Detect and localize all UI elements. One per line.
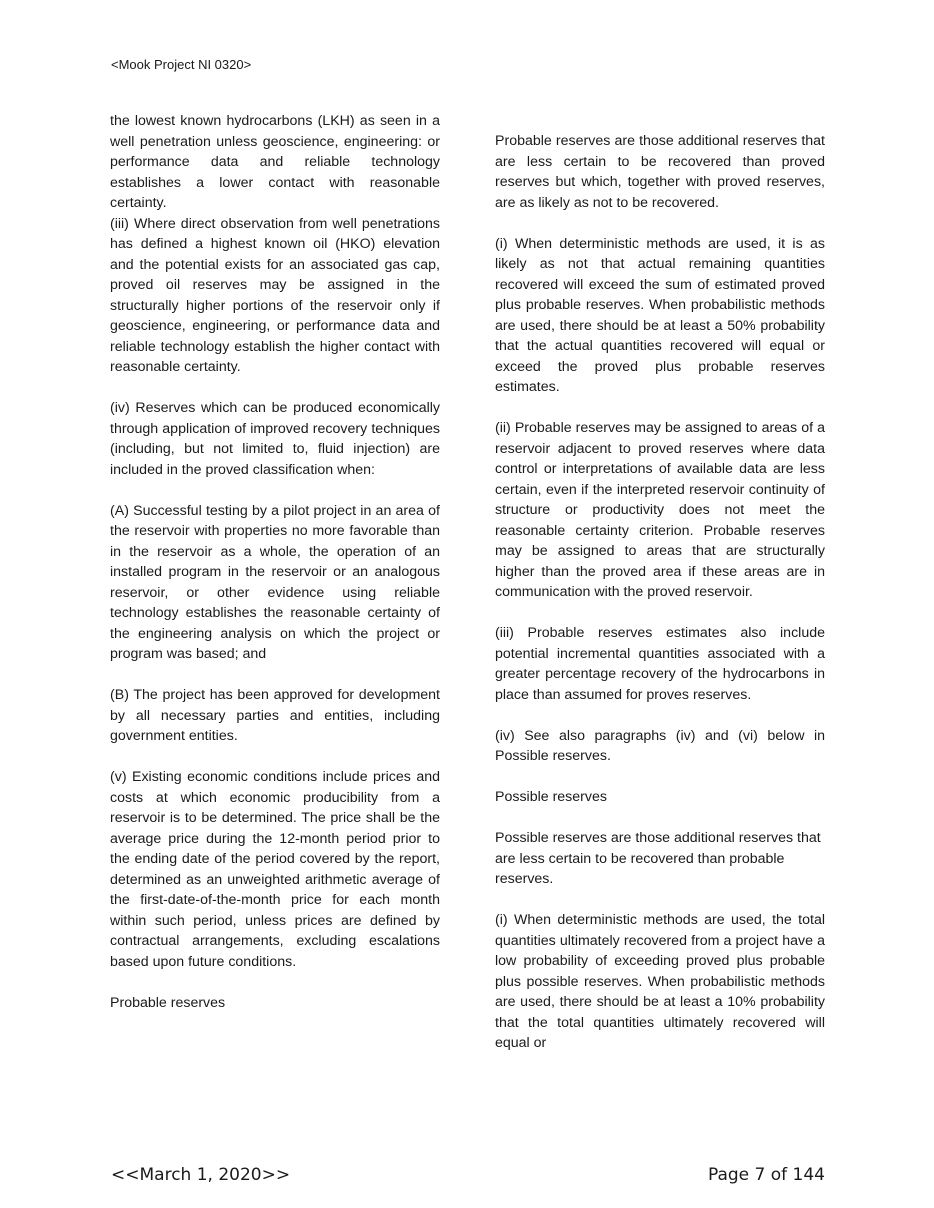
- left-column: [110, 111, 440, 1034]
- document-header: <Mook Project NI 0320>: [111, 57, 252, 72]
- footer-date: <<March 1, 2020>>: [111, 1165, 291, 1185]
- paragraph-iii-hko: (iii) Where direct observation from well penetrations has defined a highest known oil (HKO) elevation and the potential exists for an associated gas cap, proved oil reserves may be assigned in the structurally higher portions of the reservoir only if geoscience, engineering, or performance data and reliable technology establish the higher contact with reasonable certainty.: [110, 215, 440, 375]
- paragraph-possible-definition: Possible reserves are those additional reserves that are less certain to be recovered than probable reserves.: [495, 830, 821, 887]
- paragraph-probable-definition: Probable reserves are those additional reserves that are less certain to be recovered than proved reserves but which, together with proved reserves, are as likely as not to be recovered.: [495, 133, 825, 211]
- section-heading-possible-reserves: Possible reserves: [495, 789, 607, 805]
- paragraph-probable-iv: (iv) See also paragraphs (iv) and (vi) below in Possible reserves.: [495, 727, 825, 764]
- paragraph-probable-iii: (iii) Probable reserves estimates also include potential incremental quantities associated with a greater percentage recovery of the hydrocarbons in place than assumed for proves reserves.: [495, 625, 825, 703]
- footer-page-number: Page 7 of 144: [707, 1165, 825, 1185]
- paragraph-lkh: the lowest known hydrocarbons (LKH) as seen in a well penetration unless geoscience, engineering: or performance data and reliable technology establishes a lower contact with reasonable certainty.: [110, 113, 440, 211]
- paragraph-v-economic-conditions: (v) Existing economic conditions include prices and costs at which economic producibility from a reservoir is to be determined. The price shall be the average price during the 12-month period prior to the ending date of the period covered by the report, determined as an unweighted arithmetic average of the first-date-of-the-month price for each month within such period, unless prices are defined by contractual arrangements, excluding escalations based upon future conditions.: [110, 769, 440, 970]
- paragraph-a-pilot-project: (A) Successful testing by a pilot project in an area of the reservoir with properties no more favorable than in the reservoir as a whole, the operation of an installed program in the reservoir or an analogous reservoir, or other evidence using reliable technology establishes the reasonable certainty of the engineering analysis on which the project or program was based; and: [110, 502, 440, 662]
- section-heading-probable-reserves: Probable reserves: [110, 994, 226, 1011]
- paragraph-possible-i: (i) When deterministic methods are used, the total quantities ultimately recovered from a project have a low probability of exceeding proved plus probable plus possible reserves. When probabilistic methods are used, there should be at least a 10% probability that the total quantities ultimately recovered will equal or: [495, 912, 825, 1051]
- document-footer: [111, 1164, 825, 1186]
- paragraph-iv-improved-recovery: (iv) Reserves which can be produced economically through application of improved recovery techniques (including, but not limited to, fluid injection) are included in the proved classification when:: [110, 400, 440, 478]
- right-column: [495, 131, 825, 1074]
- paragraph-probable-i: (i) When deterministic methods are used, it is as likely as not that actual remaining quantities recovered will exceed the sum of estimated proved plus probable reserves. When probabilistic methods are used, there should be at least a 50% probability that the actual quantities recovered will equal or exceed the proved plus probable reserves estimates.: [495, 235, 825, 395]
- paragraph-probable-ii: (ii) Probable reserves may be assigned to areas of a reservoir adjacent to proved reserves where data control or interpretations of available data are less certain, even if the interpreted reservoir continuity of structure or productivity does not meet the reasonable certainty criterion. Probable reserves may be assigned to areas that are structurally higher than the proved area if these areas are in communication with the proved reservoir.: [495, 420, 825, 600]
- paragraph-b-project-approved: (B) The project has been approved for development by all necessary parties and entities, including government entities.: [110, 687, 440, 744]
